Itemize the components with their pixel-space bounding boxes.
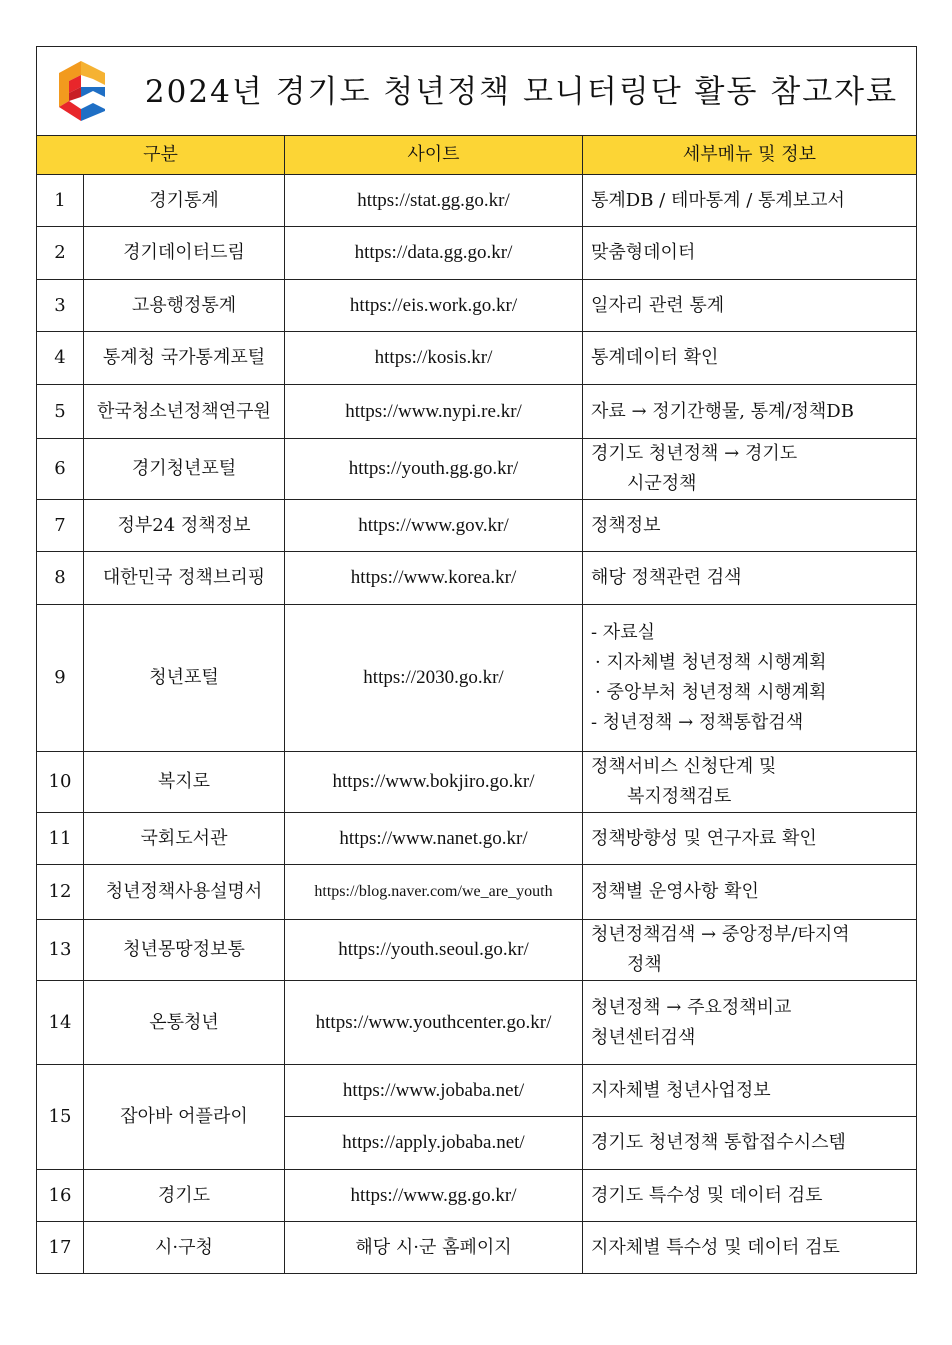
row-category: 정부24 정책정보 — [84, 500, 285, 552]
row-detail — [583, 813, 917, 865]
table-row — [37, 752, 917, 813]
detail-line: 일자리 관련 통계 — [591, 294, 725, 316]
row-number: 15 — [37, 1065, 84, 1170]
row-number: 3 — [37, 280, 84, 332]
detail-line: 맞춤형데이터 — [591, 242, 696, 263]
row-detail — [583, 500, 917, 552]
detail-line: 청년센터검색 — [591, 1026, 696, 1048]
row-detail — [583, 439, 917, 500]
detail-line: · 지자체별 청년정책 시행계획 — [595, 652, 827, 673]
row-number: 8 — [37, 552, 84, 605]
detail-line: 경기도 청년정책 통합접수시스템 — [591, 1132, 846, 1153]
table-row — [37, 332, 917, 385]
detail-line: 정책별 운영사항 확인 — [591, 881, 759, 902]
detail-line: 정책방향성 및 연구자료 확인 — [591, 827, 817, 849]
detail-line: 청년정책검색 → 중앙정부/타지역 — [591, 924, 850, 945]
document-title: 2024년 경기도 청년정책 모니터링단 활동 참고자료 — [144, 74, 899, 110]
row-detail — [583, 227, 917, 280]
row-category: 경기도 — [84, 1170, 285, 1222]
row-site-link[interactable]: https://youth.gg.go.kr/ — [285, 439, 583, 500]
detail-line: 복지정책검토 — [627, 786, 732, 807]
table-row — [37, 865, 917, 920]
reference-sheet — [36, 46, 916, 1274]
row-detail — [583, 175, 917, 227]
gyeonggi-logo-icon — [53, 57, 111, 123]
row-number: 11 — [37, 813, 84, 865]
detail-line: 지자체별 청년사업정보 — [591, 1079, 771, 1101]
row-detail — [583, 1170, 917, 1222]
row-number: 10 — [37, 752, 84, 813]
row-number: 16 — [37, 1170, 84, 1222]
row-number: 1 — [37, 175, 84, 227]
row-number: 6 — [37, 439, 84, 500]
row-number: 14 — [37, 981, 84, 1065]
row-detail — [583, 752, 917, 813]
row-detail — [583, 865, 917, 920]
column-header-row — [37, 136, 917, 175]
row-category: 온통청년 — [84, 981, 285, 1065]
row-number: 13 — [37, 920, 84, 981]
detail-line: 해당 정책관련 검색 — [591, 567, 742, 588]
detail-line: 통계DB / 테마통계 / 통계보고서 — [591, 189, 845, 211]
row-number: 7 — [37, 500, 84, 552]
detail-line: 경기도 특수성 및 데이터 검토 — [591, 1184, 823, 1206]
table-row — [37, 175, 917, 227]
row-site-link[interactable]: https://eis.work.go.kr/ — [285, 280, 583, 332]
row-category: 복지로 — [84, 752, 285, 813]
row-detail — [583, 552, 917, 605]
row-detail — [583, 920, 917, 981]
table-row — [37, 280, 917, 332]
row-detail — [583, 981, 917, 1065]
detail-line: 정책정보 — [591, 514, 661, 536]
detail-line: 지자체별 특수성 및 데이터 검토 — [591, 1236, 840, 1258]
row-category: 경기청년포털 — [84, 439, 285, 500]
row-category: 시·구청 — [84, 1222, 285, 1274]
row-site-link[interactable]: https://blog.naver.com/we_are_youth — [285, 865, 583, 920]
detail-line: 자료 → 정기간행물, 통계/정책DB — [591, 400, 854, 422]
row-category: 잡아바 어플라이 — [84, 1065, 285, 1170]
row-detail — [583, 1117, 917, 1170]
row-category: 대한민국 정책브리핑 — [84, 552, 285, 605]
row-category: 통계청 국가통계포털 — [84, 332, 285, 385]
detail-line: 청년정책 → 주요정책비교 — [591, 996, 792, 1018]
row-site-link[interactable]: https://kosis.kr/ — [285, 332, 583, 385]
table-row — [37, 920, 917, 981]
table-row — [37, 385, 917, 439]
row-site-link[interactable]: https://www.gg.go.kr/ — [285, 1170, 583, 1222]
row-number: 9 — [37, 605, 84, 752]
row-detail — [583, 1222, 917, 1274]
detail-line: 정책서비스 신청단계 및 — [591, 756, 777, 777]
row-category: 청년정책사용설명서 — [84, 865, 285, 920]
row-number: 4 — [37, 332, 84, 385]
row-detail — [583, 332, 917, 385]
row-number: 12 — [37, 865, 84, 920]
row-site-link[interactable]: https://2030.go.kr/ — [285, 605, 583, 752]
table-row — [37, 1170, 917, 1222]
row-site-link[interactable]: https://data.gg.go.kr/ — [285, 227, 583, 280]
row-site-link[interactable]: https://apply.jobaba.net/ — [285, 1117, 583, 1170]
column-header-site: 사이트 — [285, 136, 583, 175]
row-site-text: 해당 시·군 홈페이지 — [285, 1222, 583, 1274]
reference-table — [36, 46, 917, 1274]
row-detail — [583, 605, 917, 752]
row-site-link[interactable]: https://www.bokjiro.go.kr/ — [285, 752, 583, 813]
column-header-category: 구분 — [37, 136, 285, 175]
row-number: 2 — [37, 227, 84, 280]
table-row — [37, 227, 917, 280]
row-site-link[interactable]: https://youth.seoul.go.kr/ — [285, 920, 583, 981]
row-category: 국회도서관 — [84, 813, 285, 865]
row-detail — [583, 1065, 917, 1117]
detail-line: - 자료실 — [591, 622, 655, 643]
table-row — [37, 439, 917, 500]
row-category: 청년포털 — [84, 605, 285, 752]
row-site-link[interactable]: https://www.nanet.go.kr/ — [285, 813, 583, 865]
table-row — [37, 813, 917, 865]
row-site-link[interactable]: https://www.gov.kr/ — [285, 500, 583, 552]
row-category: 한국청소년정책연구원 — [84, 385, 285, 439]
table-row — [37, 1065, 917, 1117]
row-detail — [583, 280, 917, 332]
row-category: 청년몽땅정보통 — [84, 920, 285, 981]
row-category: 경기데이터드림 — [84, 227, 285, 280]
detail-line: · 중앙부처 청년정책 시행계획 — [595, 682, 827, 703]
row-category: 경기통계 — [84, 175, 285, 227]
table-row — [37, 1222, 917, 1274]
detail-line: 통계데이터 확인 — [591, 347, 719, 368]
title-row — [37, 47, 917, 136]
detail-line: 정책 — [627, 954, 662, 975]
table-row — [37, 500, 917, 552]
detail-line: 경기도 청년정책 → 경기도 — [591, 443, 798, 464]
row-detail — [583, 385, 917, 439]
row-site-link[interactable]: https://www.jobaba.net/ — [285, 1065, 583, 1117]
column-header-detail: 세부메뉴 및 정보 — [583, 136, 917, 175]
row-site-link[interactable]: https://www.korea.kr/ — [285, 552, 583, 605]
row-category: 고용행정통계 — [84, 280, 285, 332]
row-site-link[interactable]: https://www.youthcenter.go.kr/ — [285, 981, 583, 1065]
row-number: 5 — [37, 385, 84, 439]
table-row — [37, 981, 917, 1065]
detail-line: 시군정책 — [627, 473, 697, 494]
detail-line: - 청년정책 → 정책통합검색 — [591, 712, 804, 733]
row-site-link[interactable]: https://stat.gg.go.kr/ — [285, 175, 583, 227]
table-row — [37, 605, 917, 752]
row-site-link[interactable]: https://www.nypi.re.kr/ — [285, 385, 583, 439]
row-number: 17 — [37, 1222, 84, 1274]
table-row — [37, 552, 917, 605]
